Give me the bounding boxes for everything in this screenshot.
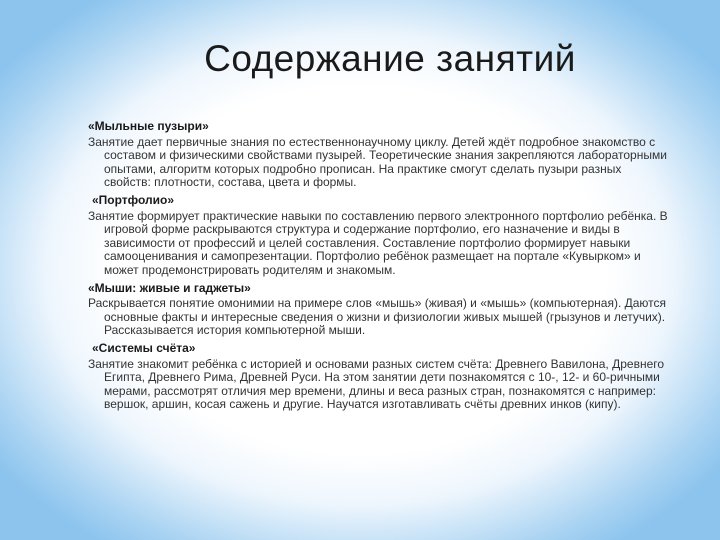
section-mice bbox=[88, 282, 668, 338]
section-text: Занятие дает первичные знания по естественнонаучному циклу. Детей ждёт подробное знакомство с составом и физическими свойствами пузырей. Теоретические знания закрепляются лабораторными опытами, алгоритм которых подробно прописан. На практике смогут сделать пузыри разных свойств: плотности, состава, цвета и формы. bbox=[88, 134, 667, 190]
slide-content bbox=[88, 120, 668, 416]
section-soap-bubbles bbox=[88, 120, 668, 190]
section-heading: «Портфолио» bbox=[92, 192, 175, 207]
section-text: Раскрывается понятие омонимии на примере слов «мышь» (живая) и «мышь» (компьютерная). Даются основные факты и интересные сведения о жизни и физиологии живых мышей (грызунов и летучих). Рассказывается история компьютерной мыши. bbox=[88, 296, 667, 338]
section-text: Занятие формирует практические навыки по составлению первого электронного портфолио ребёнка. В игровой форме раскрываются структура и содержание портфолио, его назначение и виды в зависимости от профессий и целей составления. Составление портфолио формирует навыки самооценивания и самопрезентации. Портфолио ребёнок размещает на портале «Кувырком» и может продемонстрировать родителям и знакомым. bbox=[88, 208, 668, 277]
section-text: Занятие знакомит ребёнка с историей и основами разных систем счёта: Древнего Вавилона, Древнего Египта, Древнего Рима, Древней Руси. На этом занятии дети познакомятся с 10-, 12- и 60-ричными мерами, рассмотрят отличия мер времени, длины и веса разных стран, познакомятся с например: вершок, аршин, косая сажень и другие. Научатся изготавливать счёты древних инков (кипу). bbox=[88, 356, 665, 412]
slide-title: Содержание занятий bbox=[204, 38, 576, 79]
section-heading: «Мыши: живые и гаджеты» bbox=[88, 280, 251, 295]
section-heading: «Системы счёта» bbox=[92, 340, 196, 355]
section-portfolio bbox=[88, 194, 668, 278]
section-heading: «Мыльные пузыри» bbox=[88, 119, 209, 133]
section-counting-systems bbox=[88, 342, 668, 412]
